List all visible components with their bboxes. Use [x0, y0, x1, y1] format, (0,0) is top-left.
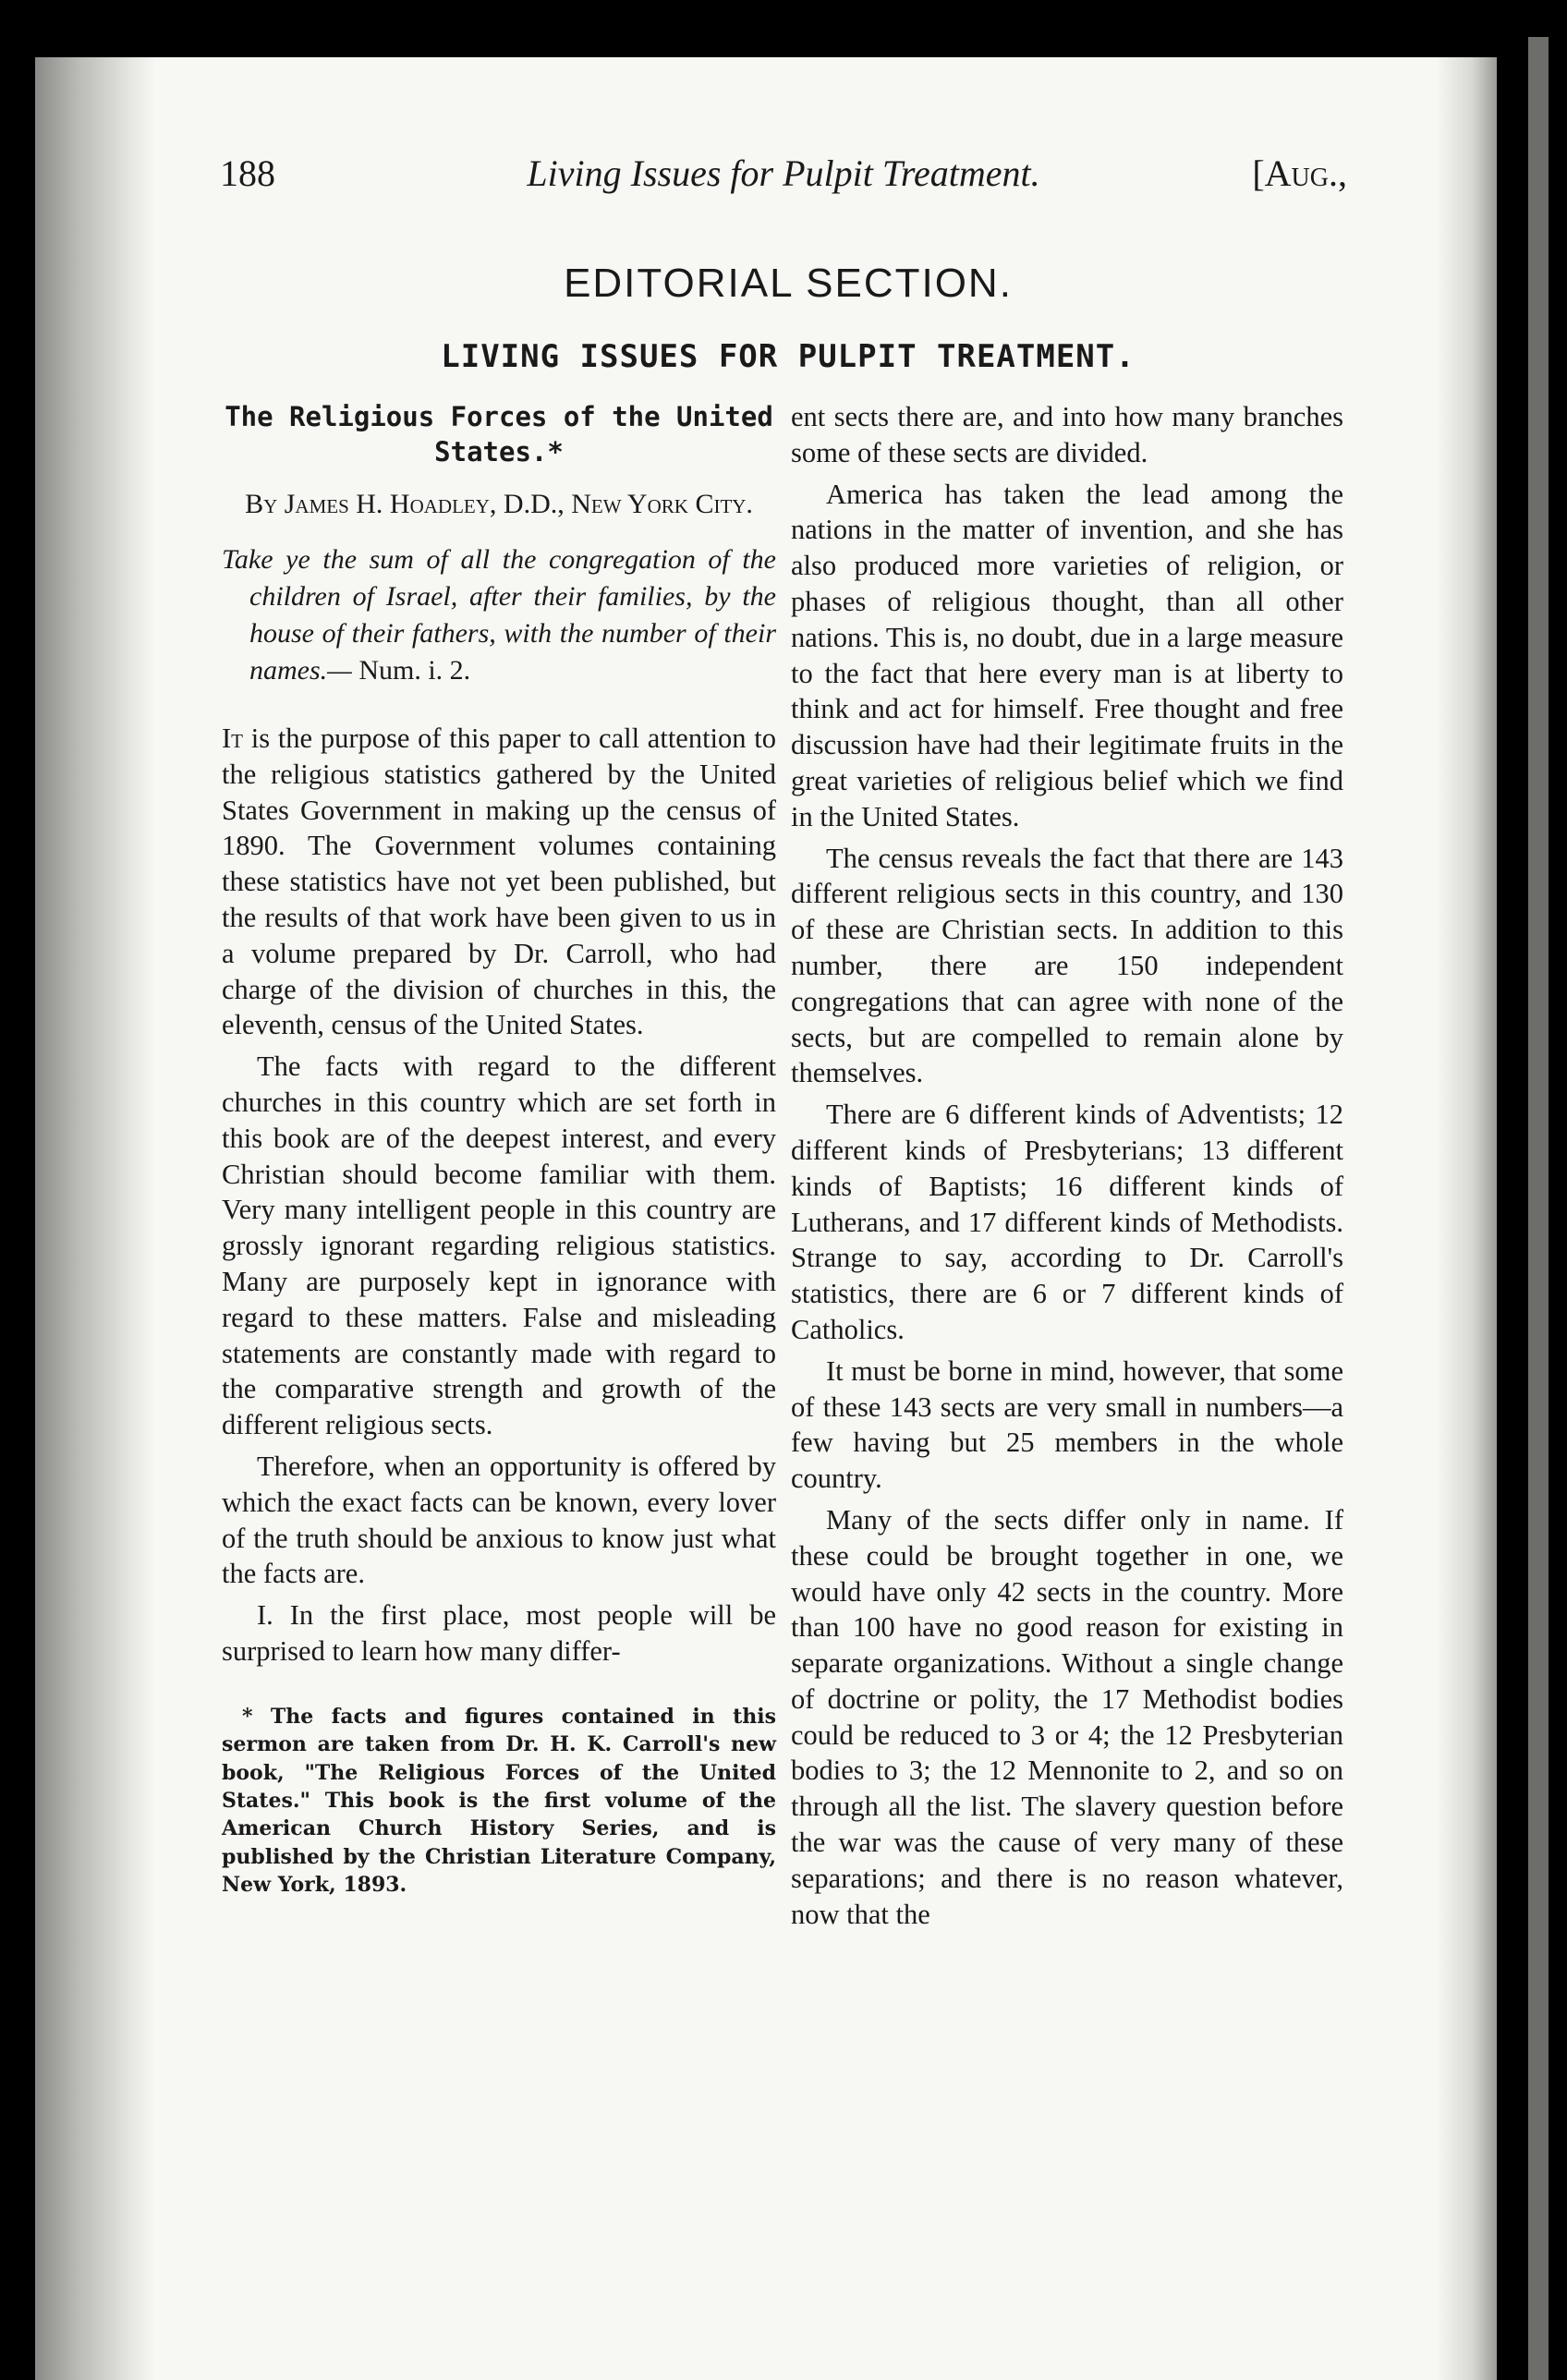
paragraph: Therefore, when an opportunity is offered by which the exact facts can be known, every lover of the truth should be anxious to know just what the facts are.	[222, 1450, 776, 1590]
right-column	[791, 399, 1343, 1937]
running-title: Living Issues for Pulpit Treatment.	[527, 152, 1040, 194]
paragraph: The census reveals the fact that there are 143 different religious sects in this country, and 130 of these are Christian sects. In addition to this number, there are 150 independent congregations that can agree with none of the sects, but are compelled to remain alone by themselves.	[791, 842, 1343, 1089]
article-byline: By James H. Hoadley, D.D., New York City.	[245, 489, 753, 519]
paragraph: ent sects there are, and into how many branches some of these sects are divided.	[791, 401, 1343, 468]
paragraph: There are 6 different kinds of Adventists; 12 different kinds of Presbyterians; 13 different kinds of Baptists; 16 different kinds of Lutherans, and 17 different kinds of Methodists. Strange to say, according to Dr. Carroll's statistics, there are 6 or 7 different kinds of Catholics.	[791, 1099, 1343, 1345]
page-edge-shadow	[1436, 57, 1497, 2380]
page-gutter-shadow	[35, 57, 155, 2380]
epigraph-text: Take ye the sum of all the congregation of the children of Israel, after their families, by the house of their fathers, with the number of their names.—	[222, 544, 776, 686]
paragraph: I. In the first place, most people will be surprised to learn how many differ-	[222, 1599, 776, 1667]
left-column	[222, 399, 776, 1900]
section-subtitle: LIVING ISSUES FOR PULPIT TREATMENT.	[441, 338, 1136, 375]
footnote: * The facts and figures contained in this sermon are taken from Dr. H. K. Carroll's new book, "The Religious Forces of the United States." This book is the first volume of the American Church History Series, and is published by the Christian Literature Company, New York, 1893.	[222, 1704, 776, 1898]
epigraph	[222, 541, 776, 689]
page-number: 188	[220, 152, 275, 194]
article-title: The Religious Forces of the United States.*	[225, 401, 773, 468]
epigraph-reference: Num. i. 2.	[358, 655, 471, 686]
first-word: It	[222, 722, 243, 754]
section-title: EDITORIAL SECTION.	[564, 261, 1013, 306]
paragraph: The facts with regard to the different churches in this country which are set forth in this book are of the deepest interest, and every Christian should become familiar with them. Very many intelligent people in this country are grossly ignorant regarding religious statistics. Many are purposely kept in ignorance with regard to these matters. False and misleading statements are constantly made with regard to the comparative strength and growth of the different religious sects.	[222, 1050, 776, 1441]
next-page-edge	[1528, 37, 1549, 2380]
paragraph: It is the purpose of this paper to call attention to the religious statistics gathered by the United States Government in making up the census of 1890. The Government volumes containing these statistics have not yet been published, but the results of that work have been given to us in a volume prepared by Dr. Carroll, who had charge of the division of churches in this, the eleventh, census of the United States.	[222, 722, 776, 1041]
running-head	[220, 152, 1347, 207]
paragraph: Many of the sects differ only in name. If these could be brought together in one, we would have only 42 sects in the country. More than 100 have no good reason for existing in separate organizations. Without a single change of doctrine or polity, the 17 Methodist bodies could be reduced to 3 or 4; the 12 Presbyterian bodies to 3; the 12 Mennonite to 2, and so on through all the list. The slavery question before the war was the cause of very many of these separations; and there is no reason whatever, now that the	[791, 1503, 1343, 1930]
paragraph: It must be borne in mind, however, that some of these 143 sects are very small in numbers—a few having but 25 members in the whole country.	[791, 1354, 1343, 1495]
paragraph: America has taken the lead among the nations in the matter of invention, and she has also produced more varieties of religion, or phases of religious thought, than all other nations. This is, no doubt, due in a large measure to the fact that here every man is at liberty to think and act for himself. Free thought and free discussion have had their legitimate fruits in the great varieties of religious belief which we find in the United States.	[791, 478, 1343, 832]
running-date: [Aug.,	[1252, 152, 1347, 194]
